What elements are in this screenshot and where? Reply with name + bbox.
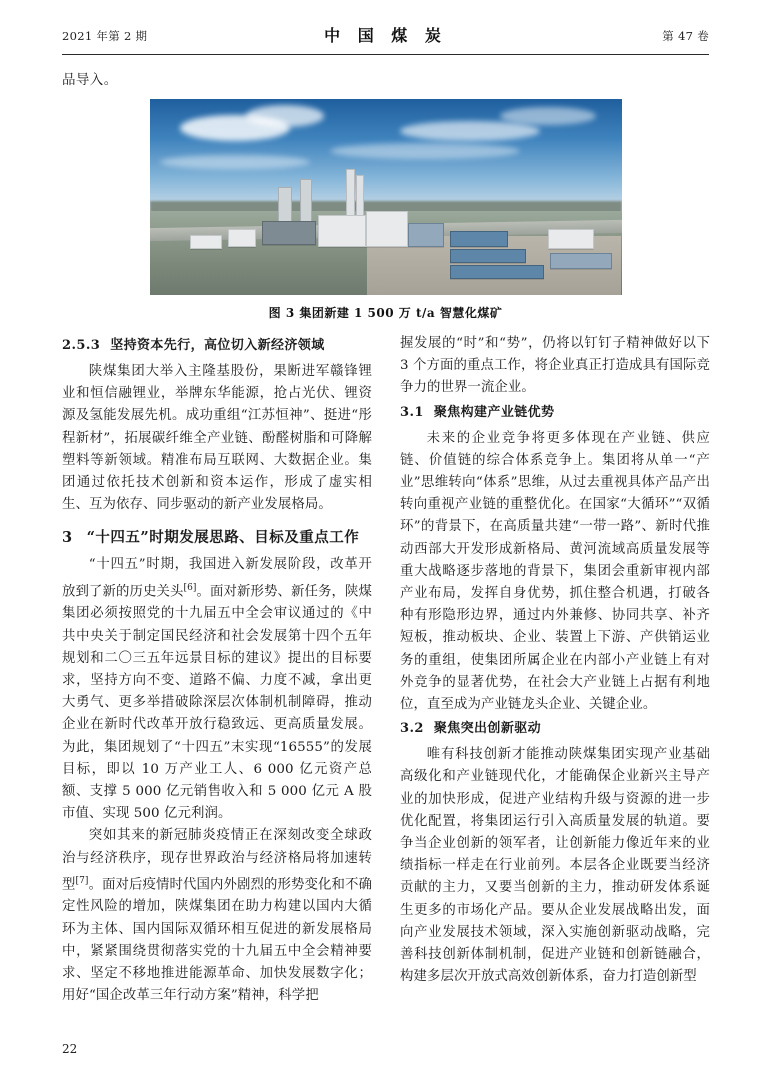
paragraph-3-1: “十四五”时期，我国进入新发展阶段，改革开放到了新的历史关头[6]。面对新形势、新任务，陕煤集团必须按照党的十九届五中全会审议通过的《中共中央关于制定国民经济和社会发展第十四个五年规划和二〇三五年远景目标的建议》提出的目标要求，坚持方向不变、道路不偏、力度不减，拿出更大勇气、更多举措破除深层次体制机制障碍，推动企业在新时代改革开放行稳致远、更高质量发展。为此，集团规划了“十四五”末实现“16555”的发展目标，即以 10 万产业工人、6 000 亿元资产总额、支撑 5 000 亿元销售收入和 5 000 亿元 A 股市值、实现 500 亿元利润。: [62, 557, 372, 822]
figure-building: [548, 229, 594, 249]
figure-building: [228, 229, 256, 247]
section-title: 聚焦突出创新驱动: [433, 721, 542, 737]
paragraph-3-1-body: 未来的企业竞争将更多体现在产业链、供应链、价值链的综合体系竞争上。集团将从单一“产业”思维转向“体系”思维，从过去重视具体产品产出转向重视产业链的重整优化。在国家“大循环”“双循环”的背景下，在高质量共建“一带一路”、新时代推动西部大开发形成新格局、黄河流域高质量发展等重大战略逐步落地的背景下，集团会重新审视内部产业布局，发挥自身优势，抓住整合机遇，打破各种有形隐形边界，通过内外兼修、协同共享、补齐短板，推动板块、企业、装置上下游、产供销运业务的重组，使集团所属企业在内部小产业链上有对外竞争的显著优势，在社会大产业链上占据有利地位，直至成为产业链龙头企业、关键企业。: [400, 430, 710, 713]
running-head-issue: 2021 年第 2 期: [62, 29, 148, 43]
figure-conveyor-tower: [300, 179, 312, 227]
section-number: 3.1: [400, 404, 424, 420]
section-heading-3-2: [400, 718, 710, 740]
running-head-journal-title: 中 国 煤 炭: [324, 26, 447, 45]
figure-building: [408, 223, 444, 247]
figure-caption: 图 3 集团新建 1 500 万 t/a 智慧化煤矿: [268, 306, 503, 320]
figure-cloud: [246, 105, 324, 127]
section-number: 3: [62, 529, 73, 547]
figure-cloud: [500, 107, 596, 125]
section-heading-3-1: [400, 402, 710, 424]
figure-image-smart-coal-mine: [150, 99, 622, 295]
figure-building: [262, 221, 316, 245]
running-head: [62, 0, 709, 44]
page-number: 22: [62, 1042, 78, 1056]
figure-cloud: [160, 155, 310, 169]
body-columns: [62, 333, 709, 1007]
figure-building: [550, 253, 612, 269]
figure-cloud: [400, 121, 540, 141]
figure-cloud: [330, 143, 520, 159]
running-head-volume: 第 47 卷: [662, 29, 709, 43]
left-column: [62, 333, 372, 1007]
paragraph-2-5-3: 陕煤集团大举入主隆基股份，果断进军赣锋锂业和恒信融锂业，举牌东华能源，抢占光伏、锂资源及氢能发展先机。成功重组“江苏恒神”、挺进“彤程新材”，拓展碳纤维全产业链、酚醛树脂和可降解塑料等新领域。精准布局互联网、大数据企业。集团通过依托技术创新和资本运作，形成了虚实相生、互为依存、同步驱动的新产业发展格局。: [62, 364, 372, 513]
lead-in-text: 品导入。: [62, 72, 118, 88]
figure-block: [62, 99, 709, 321]
section-title: “十四五”时期发展思路、目标及重点工作: [86, 529, 360, 547]
figure-building: [366, 211, 408, 247]
figure-workshop: [450, 249, 526, 263]
section-number: 2.5.3: [62, 338, 101, 353]
section-heading-2-5-3: [62, 335, 372, 357]
figure-workshop: [450, 231, 508, 247]
right-column: [400, 333, 710, 1007]
figure-building: [190, 235, 222, 249]
figure-building: [318, 215, 366, 247]
paragraph-3-2-body: 唯有科技创新才能推动陕煤集团实现产业基础高级化和产业链现代化，才能确保企业新兴主导产业的加快形成，促进产业结构升级与资源的进一步优化配置，将集团运行引入高质量发展的轨道。要争当企业创新的领军者，让创新能力像近年来的业绩指标一样走在行业前列。本层各企业既要当经济贡献的主力，又要当创新的主力，推动研发体系诞生更多的市场化产品。要从企业发展战略出发，面向产业发展技术领域，深入实施创新驱动战略，完善科技创新体制机制，促进产业链和创新链融合，构建多层次开放式高效创新体系，奋力打造创新型: [400, 747, 710, 985]
paragraph-continuation: 握发展的“时”和“势”，仍将以钉钉子精神做好以下 3 个方面的重点工作，将企业真正打造成具有国际竞争力的世界一流企业。: [400, 336, 710, 396]
paragraph-3-2: 突如其来的新冠肺炎疫情正在深刻改变全球政治与经济秩序，现存世界政治与经济格局将加速转型[7]。面对后疫情时代国内外剧烈的形势变化和不确定性风险的增加，陕煤集团在助力构建以国内大循环为主体、国内国际双循环相互促进的新发展格局中，紧紧围绕贯彻落实党的十九届五中全会精神要求、坚定不移地推进能源革命、加快发展数字化；用好“国企改革三年行动方案”精神，科学把: [62, 828, 372, 1004]
section-number: 3.2: [400, 721, 424, 737]
section-title: 聚焦构建产业链优势: [433, 404, 555, 420]
figure-workshop: [450, 265, 544, 279]
header-divider: [62, 54, 709, 55]
section-heading-3: [62, 526, 372, 550]
section-title: 坚持资本先行，高位切入新经济领域: [110, 338, 325, 353]
